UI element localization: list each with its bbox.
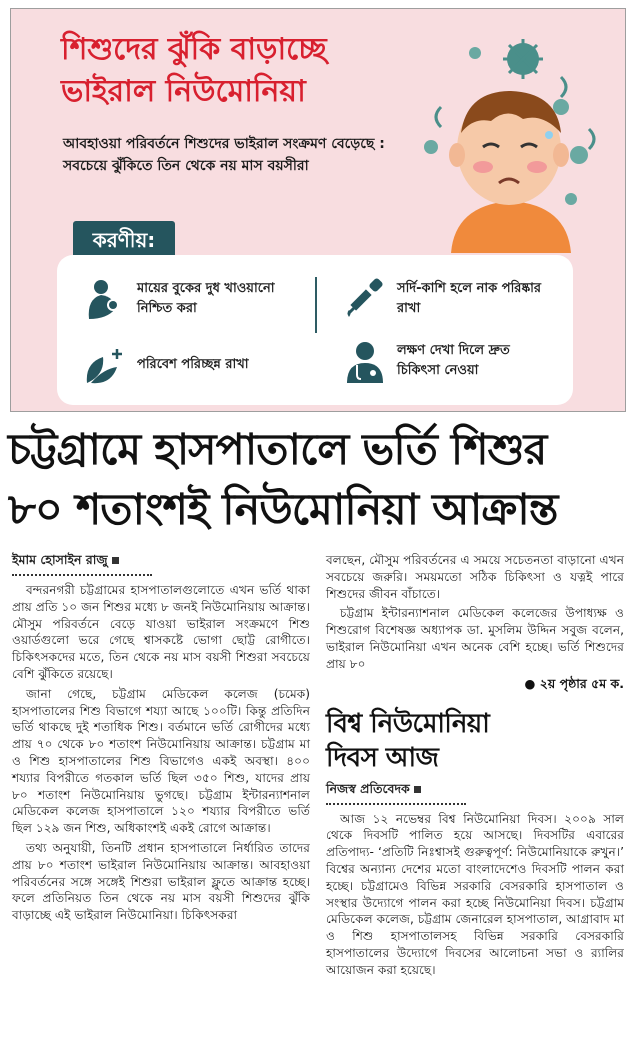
sick-child-illustration — [411, 37, 611, 253]
tip-text: পরিবেশ পরিচ্ছন্ন রাখা — [137, 357, 249, 372]
tip-environment — [83, 343, 303, 387]
todo-label: করণীয়: — [73, 221, 175, 259]
byline-marker — [112, 557, 119, 564]
tip-nose — [343, 277, 553, 321]
infographic-title: শিশুদের ঝুঁকি বাড়াচ্ছে ভাইরাল নিউমোনিয়া — [61, 32, 327, 109]
byline-marker — [414, 786, 421, 793]
doctor-icon — [343, 339, 387, 383]
divider — [12, 574, 152, 576]
tip-treatment — [343, 339, 553, 383]
virus-icon — [503, 39, 543, 79]
byline: ইমাম হোসাইন রাজু — [12, 552, 310, 568]
side-article-paragraph: আজ ১২ নভেম্বর বিশ্ব নিউমোনিয়া দিবস। ২০০৯ সাল থেকে দিবসটি পালিত হয়ে আসছে। দিবসটির এবারের প্রতিপাদ্য- ‘প্রতিটি নিঃশ্বাসই গুরুত্বপূর্ণ: নিউমোনিয়াকে রুখুন।’ বিশ্বের অন্যান্য দেশের মতো বাংলাদেশেও দিবসটি পালন করা হচ্ছে। চট্টগ্রামেও বিভিন্ন সরকারি বেসরকারি হাসপাতাল ও সংস্থার উদ্যোগে পালন করা হচ্ছে নিউমোনিয়া দিবস। চট্টগ্রাম মেডিকেল কলেজ, চট্টগ্রাম জেনারেল হাসপাতাল, আগ্রাবাদ মা ও শিশু হাসপাতালসহ বিভিন্ন সরকারি বেসরকারি হাসপাতালের উদ্যোগে দিবসের আলোচনা সভা ও র‌্যালির আয়োজন করা হয়েছে। — [326, 811, 624, 977]
continued-link[interactable]: ● ২য় পৃষ্ঠার ৫ম ক. — [524, 675, 624, 691]
tip-text: সর্দি-কাশি হলে নাক পরিষ্কার রাখা — [397, 281, 542, 316]
article-paragraph: বন্দরনগরী চট্টগ্রামের হাসপাতালগুলোতে এখন ভর্তি থাকা প্রায় প্রতি ১০ জন শিশুর মধ্যে ৮ জনই নিউমোনিয়ায় আক্রান্ত। মৌসুম পরিবর্তনে বেড়ে যাওয়া ভাইরাল সংক্রমণে শিশু ওয়ার্ডগুলো ভরে গেছে শ্বাসকষ্টে ভোগা ছোট্ট রোগীতে। চিকিৎসকদের মতে, তিন থেকে নয় মাস বয়সী শিশুরা সবচেয়ে বেশি ঝুঁকিতে রয়েছে। — [12, 583, 310, 681]
infographic-subtitle: আবহাওয়া পরিবর্তনে শিশুদের ভাইরাল সংক্রমণ বেড়েছে : সবচেয়ে ঝুঁকিতে তিন থেকে নয় মাস বয়সীরা — [63, 136, 385, 174]
tip-text: লক্ষণ দেখা দিলে দ্রুত চিকিৎসা নেওয়া — [397, 343, 510, 378]
infographic — [10, 8, 626, 412]
divider — [326, 803, 466, 805]
breastfeeding-icon — [83, 277, 127, 321]
side-article-title: বিশ্ব নিউমোনিয়া দিবস আজ — [326, 708, 490, 773]
article-paragraph: জানা গেছে, চট্টগ্রাম মেডিকেল কলেজ (চমেক) হাসপাতালের শিশু বিভাগে শয্যা আছে ১০০টি। কিন্তু প্রতিদিন ভর্তি থাকছে দুই শতাধিক শিশু। বর্তমানে ভর্তি রোগীদের মধ্যে প্রায় ৭০ থেকে ৮০ শতাংশ নিউমোনিয়ায় আক্রান্ত। চট্টগ্রাম মা ও শিশু হাসপাতালের শিশু বিভাগেও একই অবস্থা। ৪০০ শয্যার বিপরীতে গতকাল ভর্তি ছিল ৩৫০ শিশু, যাদের প্রায় ৮০ শতাংশ নিউমোনিয়ায় ভুগছে। চট্টগ্রাম ইন্টারন্যাশনাল মেডিকেল কলেজ হাসপাতালে ১২০ শয্যার বিপরীতে ভর্তি ছিল ১২৯ জন শিশু, অধিকাংশই একই রোগে আক্রান্ত। — [12, 686, 310, 836]
main-headline: চট্টগ্রামে হাসপাতালে ভর্তি শিশুর ৮০ শতাংশই নিউমোনিয়া আক্রান্ত — [8, 425, 558, 535]
article-right-column — [326, 552, 624, 979]
tips-divider — [315, 277, 317, 333]
article-paragraph: চট্টগ্রাম ইন্টারন্যাশনাল মেডিকেল কলেজের উপাধ্যক্ষ ও শিশুরোগ বিশেষজ্ঞ অধ্যাপক ডা. মুসলিম উদ্দিন সবুজ বলেন, ভাইরাল নিউমোনিয়া এখন অনেক বেশি হচ্ছে। ভর্তি শিশুদের প্রায় ৮০ — [326, 606, 624, 671]
article-paragraph: তথ্য অনুযায়ী, তিনটি প্রধান হাসপাতালে নির্ধারিত তাদের প্রায় ৮০ শতাংশ ভাইরাল নিউমোনিয়ায় আক্রান্ত। আবহাওয়া পরিবর্তনের সঙ্গে সঙ্গেই শিশুরা ভাইরাল ফ্লুতে আক্রান্ত হচ্ছে। ফলে প্রতিনিয়ত তিন থেকে নয় মাস বয়সী শিশুদের ঝুঁকি বাড়াচ্ছে এই ভাইরাল নিউমোনিয়া। চিকিৎসকরা — [12, 840, 310, 923]
side-byline: নিজস্ব প্রতিবেদক — [326, 781, 624, 797]
nasal-dropper-icon — [343, 277, 387, 321]
tip-breastfeeding — [83, 277, 303, 321]
leaf-icon — [83, 343, 127, 387]
article-paragraph: বলছেন, মৌসুম পরিবর্তনের এ সময়ে সচেতনতা বাড়ানো এখন সবচেয়ে জরুরি। সময়মতো সঠিক চিকিৎসা ও যত্নই পারে শিশুদের জীবন বাঁচাতে। — [326, 553, 624, 601]
article-left-column — [12, 552, 310, 924]
tips-panel — [57, 255, 573, 405]
tip-text: মায়ের বুকের দুধ খাওয়ানো নিশ্চিত করা — [137, 281, 275, 316]
